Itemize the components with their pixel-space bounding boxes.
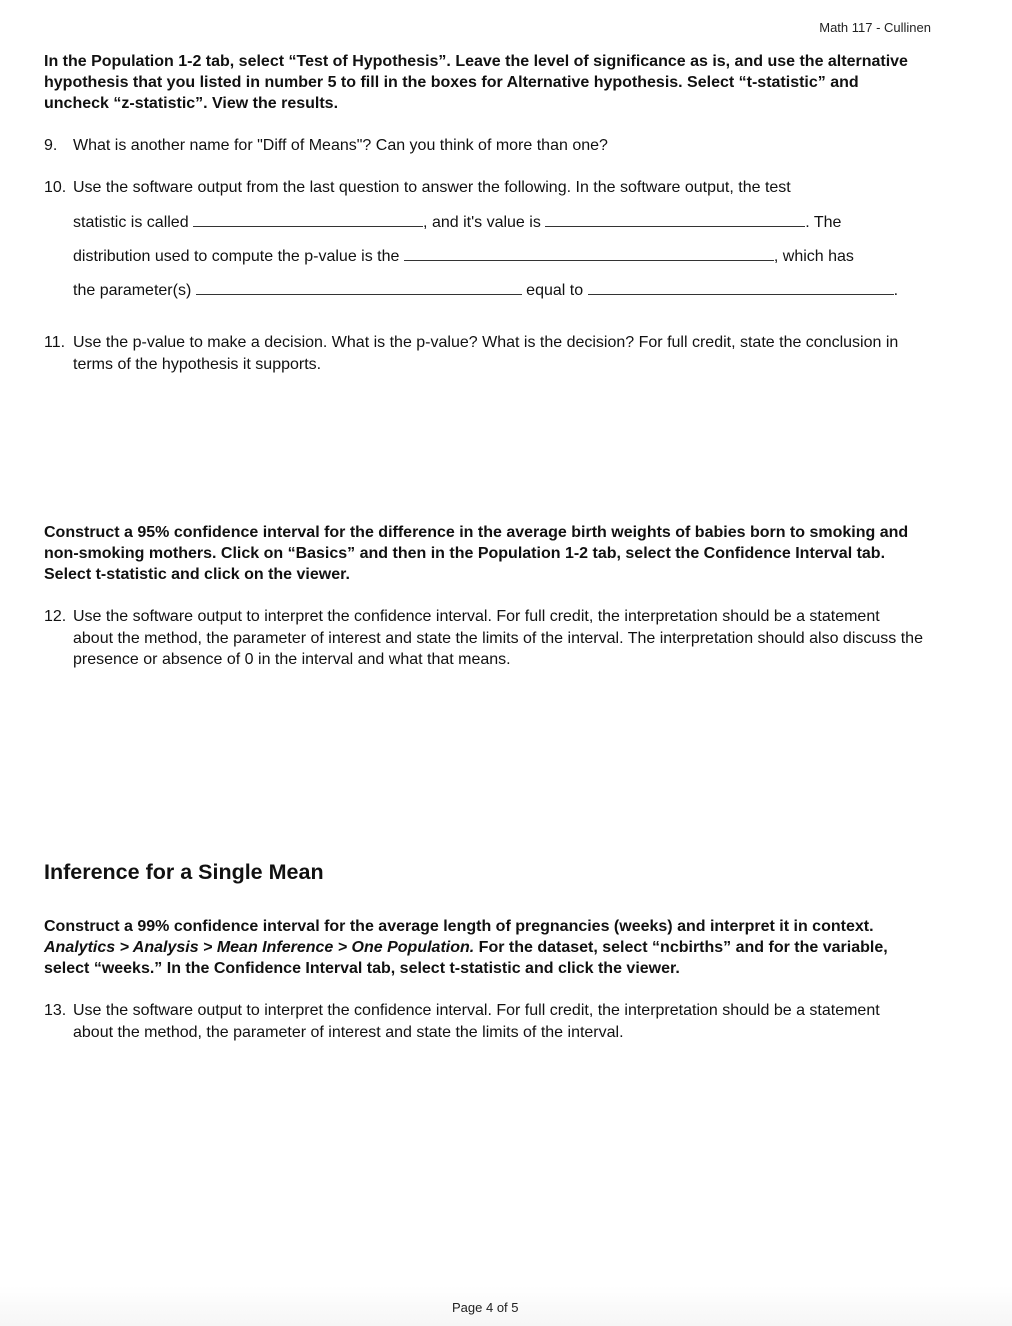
text: statistic is called <box>73 214 189 231</box>
page-number: Page 4 of 5 <box>452 1300 519 1315</box>
question-text: Use the software output to interpret the confidence interval. For full credit, the interpretation should be a statement about the method, the parameter of interest and state the limits of the interval. <box>73 1002 880 1041</box>
question-text: What is another name for "Diff of Means"? Can you think of more than one? <box>73 137 608 154</box>
question-number: 12. <box>44 608 67 625</box>
question-number: 11. <box>44 334 66 351</box>
confidence-interval-instructions: Construct a 95% confidence interval for the difference in the average birth weights of babies born to smoking and non-smoking mothers. Click on “Basics” and then in the Population 1-2 tab, select the Confidence Interval tab. Select t-statistic and click on the viewer. <box>44 524 909 583</box>
question-text: Use the software output to interpret the confidence interval. For full credit, the interpretation should be a statement about the method, the parameter of interest and state the limits of the interval. The interpretation should also discuss the presence or absence of 0 in the interval and what that means. <box>73 608 923 668</box>
text: , and it's value is <box>423 214 541 231</box>
text: , which has <box>773 248 854 265</box>
q10-line-distribution <box>73 245 854 267</box>
parameters-blank[interactable] <box>196 279 522 295</box>
question-text: Use the software output from the last question to answer the following. In the software output, the test <box>73 179 791 196</box>
text: Construct a 99% confidence interval for the average length of pregnancies (weeks) and interpret it in context. <box>44 918 874 935</box>
question-9 <box>44 135 924 157</box>
hypothesis-test-instructions: In the Population 1-2 tab, select “Test of Hypothesis”. Leave the level of significance as is, and use the alternative hypothesis that you listed in number 5 to fill in the boxes for Alternative hypothesis. Select “t-statistic” and uncheck “z-statistic”. View the results. <box>44 53 908 112</box>
q10-line-statistic <box>73 211 841 233</box>
parameter-value-blank[interactable] <box>588 279 894 295</box>
question-text: Use the p-value to make a decision. What is the p-value? What is the decision? For full credit, state the conclusion in terms of the hypothesis it supports. <box>73 334 899 373</box>
distribution-blank[interactable] <box>404 245 774 261</box>
question-12 <box>44 606 924 671</box>
course-header: Math 117 - Cullinen <box>819 20 931 35</box>
text: . The <box>805 214 842 231</box>
question-10 <box>44 177 924 199</box>
q10-line-parameters <box>73 279 898 301</box>
question-13 <box>44 1000 924 1043</box>
text: For the dataset, select “ncbirths” and for the variable, select “weeks.” In the Confidence Interval tab, select t-statistic and click the viewer. <box>44 939 888 977</box>
question-11 <box>44 332 924 375</box>
single-mean-instructions <box>44 916 924 979</box>
section-title: Inference for a Single Mean <box>44 860 324 884</box>
test-statistic-value-blank[interactable] <box>545 211 805 227</box>
question-number: 13. <box>44 1002 67 1019</box>
test-statistic-name-blank[interactable] <box>193 211 423 227</box>
text: the parameter(s) <box>73 282 192 299</box>
text: distribution used to compute the p-value is the <box>73 248 400 265</box>
question-number: 9. <box>44 137 58 154</box>
question-number: 10. <box>44 179 67 196</box>
text: equal to <box>526 282 584 299</box>
text: . <box>893 282 899 299</box>
menu-path: Analytics > Analysis > Mean Inference > One Population. <box>44 939 475 956</box>
